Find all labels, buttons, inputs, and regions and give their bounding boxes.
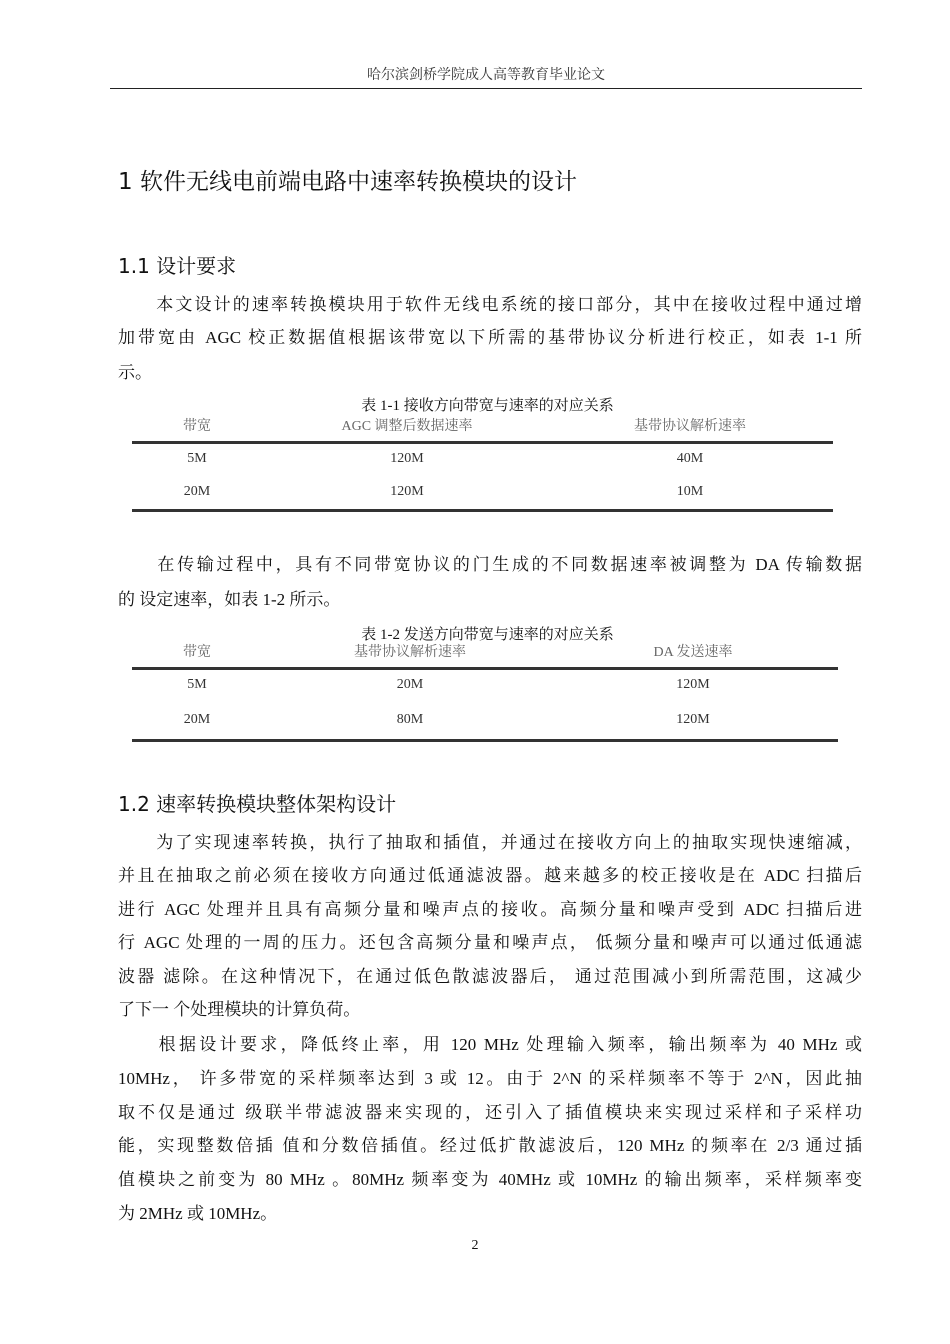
paragraph-line: 加带宽由 AGC 校正数据值根据该带宽以下所需的基带协议分析进行校正，如表 1-1 所 <box>118 328 862 347</box>
table2-cell: 20M <box>396 677 424 692</box>
table1-bottom-rule <box>132 509 833 512</box>
table2-header: 带宽 <box>183 645 211 660</box>
running-header: 哈尔滨剑桥学院成人高等教育毕业论文 <box>367 68 605 83</box>
paragraph-line: 取不仅是通过 级联半带滤波器来实现的，还引入了插值模块来实现过采样和子采样功 <box>118 1103 862 1122</box>
table1-cell: 40M <box>676 451 704 466</box>
table1-cell: 10M <box>676 484 704 499</box>
table1-caption: 表 1-1 接收方向带宽与速率的对应关系 <box>361 398 614 414</box>
table1-header: 带宽 <box>183 419 211 434</box>
header-rule <box>110 88 862 89</box>
paragraph-line: 的 设定速率，如表 1-2 所示。 <box>118 590 341 609</box>
table1-top-rule <box>132 441 833 444</box>
paragraph-line: 在传输过程中，具有不同带宽协议的门生成的不同数据速率被调整为 DA 传输数据 <box>118 555 862 574</box>
paragraph-line: 根据设计要求，降低终止率，用 120 MHz 处理输入频率，输出频率为 40 MHz 或 <box>118 1035 862 1054</box>
table2-bottom-rule <box>132 739 838 742</box>
paragraph-line: 行 AGC 处理的一周的压力。还包含高频分量和噪声点， 低频分量和噪声可以通过低通滤 <box>118 933 862 952</box>
chapter-title: 1 软件无线电前端电路中速率转换模块的设计 <box>118 169 577 195</box>
paragraph-line: 示。 <box>118 363 152 382</box>
paragraph-line: 进行 AGC 处理并且具有高频分量和噪声点的接收。高频分量和噪声受到 ADC 扫描后进 <box>118 900 862 919</box>
table1-cell: 5M <box>187 451 207 466</box>
paragraph-line: 为 2MHz 或 10MHz。 <box>118 1204 278 1223</box>
table2-header: DA 发送速率 <box>653 645 733 660</box>
paragraph-line: 为了实现速率转换，执行了抽取和插值，并通过在接收方向上的抽取实现快速缩减， <box>118 833 862 852</box>
page-number: 2 <box>471 1238 479 1253</box>
table2-top-rule <box>132 667 838 670</box>
table2-cell: 5M <box>187 677 207 692</box>
table2-cell: 20M <box>183 712 211 727</box>
table1-header: AGC 调整后数据速率 <box>341 419 473 434</box>
paragraph-line: 值模块之前变为 80 MHz 。80MHz 频率变为 40MHz 或 10MHz 的输出频率，采样频率变 <box>118 1170 862 1189</box>
table1-header: 基带协议解析速率 <box>634 419 746 434</box>
paragraph-line: 10MHz， 许多带宽的采样频率达到 3 或 12。由于 2^N 的采样频率不等于 2^N，因此抽 <box>118 1069 862 1088</box>
paragraph-line: 能，实现整数倍插 值和分数倍插值。经过低扩散滤波后，120 MHz 的频率在 2/3 通过插 <box>118 1136 862 1155</box>
table2-cell: 120M <box>676 712 710 727</box>
table2-cell: 80M <box>396 712 424 727</box>
table2-header: 基带协议解析速率 <box>354 645 466 660</box>
section-heading-1-1: 1.1 设计要求 <box>118 254 237 278</box>
table1-cell: 120M <box>390 484 424 499</box>
section-heading-1-2: 1.2 速率转换模块整体架构设计 <box>118 792 397 816</box>
table2-cell: 120M <box>676 677 710 692</box>
table1-cell: 120M <box>390 451 424 466</box>
paragraph-line: 波器 滤除。在这种情况下，在通过低色散滤波器后， 通过范围减小到所需范围，这减少 <box>118 967 862 986</box>
paragraph-line: 本文设计的速率转换模块用于软件无线电系统的接口部分，其中在接收过程中通过增 <box>118 295 862 314</box>
table2-caption: 表 1-2 发送方向带宽与速率的对应关系 <box>361 627 614 643</box>
paragraph-line: 并且在抽取之前必须在接收方向通过低通滤波器。越来越多的校正接收是在 ADC 扫描后 <box>118 866 862 885</box>
table1-cell: 20M <box>183 484 211 499</box>
paragraph-line: 了下一 个处理模块的计算负荷。 <box>118 1000 361 1019</box>
